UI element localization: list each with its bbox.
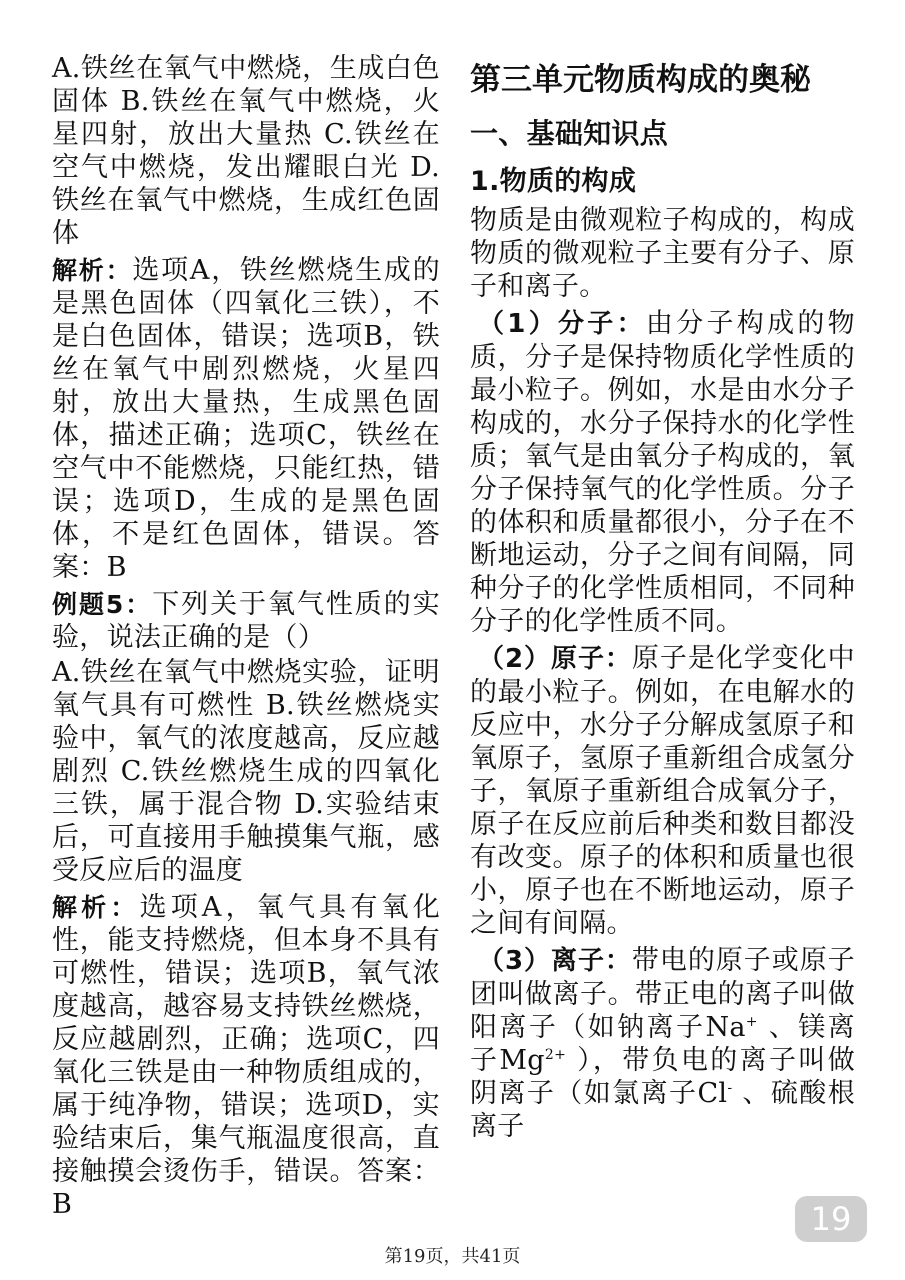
ion-text-4: 、硫酸根离子 xyxy=(470,1078,855,1142)
ion-sup-mg: 2+ xyxy=(544,1047,567,1063)
unit-title: 第三单元物质构成的奥秘 xyxy=(470,62,811,98)
question4-options: A.铁丝在氧气中燃烧，生成白色固体 B.铁丝在氧气中燃烧，火星四射，放出大量热 C.铁丝在空气中燃烧，发出耀眼白光 D.铁丝在氧气中燃烧，生成红色固体 xyxy=(52,53,440,249)
analysis-2 xyxy=(52,891,440,1221)
atom-label: （2）原子： xyxy=(478,644,632,674)
ion-text-1: 带电的原子或原子团叫做离子。带正电的离子叫做阳离子（如钠离子Na xyxy=(470,945,855,1043)
atom-text: 原子是化学变化中的最小粒子。例如，在电解水的反应中，水分子分解成氢原子和氧原子，氢原子重新组合成氢分子，氧原子重新组合成氧分子，原子在反应前后种类和数目都没有改变。原子的体积和质量也很小，原子也在不断地运动，原子之间有间隔。 xyxy=(470,643,855,939)
page-footer: 第19页，共41页 xyxy=(384,1246,521,1267)
ion-label: （3）离子： xyxy=(478,946,632,976)
ion-sup-cl: - xyxy=(727,1080,733,1096)
question5-options: A.铁丝在氧气中燃烧实验，证明氧气具有可燃性 B.铁丝燃烧实验中，氧气的浓度越高，反应越剧烈 C.铁丝燃烧生成的四氧化三铁，属于混合物 D.实验结束后，可直接用手触摸集气瓶，感受反应后的温度 xyxy=(52,657,440,886)
molecule-paragraph xyxy=(470,307,855,638)
molecule-text: 由分子构成的物质，分子是保持物质化学性质的最小粒子。例如，水是由水分子构成的，水分子保持水的化学性质；氧气是由氧分子构成的，氧分子保持氧气的化学性质。分子的体积和质量都很小，分子在不断地运动，分子之间有间隔，同种分子的化学性质相同，不同种分子的化学性质不同。 xyxy=(470,308,855,637)
page-number-badge: 19 xyxy=(795,1196,867,1242)
left-column xyxy=(52,52,440,1223)
ion-text-2: 、镁离子Mg xyxy=(470,1012,855,1076)
analysis-2-text: 选项A，氧气具有氧化性，能支持燃烧，但本身不具有可燃性，错误；选项B，氧气浓度越高，越容易支持铁丝燃烧，反应越剧烈，正确；选项C，四氧化三铁是由一种物质组成的，属于纯净物，错误；选项D，实验结束后，集气瓶温度很高，直接触摸会烫伤手，错误。答案：B xyxy=(52,892,441,1220)
example-5-text: 下列关于氧气性质的实验，说法正确的是（） xyxy=(52,589,440,653)
molecule-label: （1）分子： xyxy=(478,309,646,339)
ion-paragraph xyxy=(470,944,855,1143)
intro-paragraph: 物质是由微观粒子构成的，构成物质的微观粒子主要有分子、原子和离子。 xyxy=(470,205,855,302)
analysis-1 xyxy=(52,254,440,584)
example-5-label: 例题5： xyxy=(52,590,153,619)
right-column xyxy=(470,52,855,1145)
ion-text-3: ），带负电的离子叫做阴离子（如氯离子Cl xyxy=(470,1045,855,1109)
atom-paragraph xyxy=(470,642,855,940)
analysis-2-label: 解析： xyxy=(52,893,140,922)
ion-sup-na: + xyxy=(745,1014,758,1030)
analysis-1-text: 选项A，铁丝燃烧生成的是黑色固体（四氧化三铁），不是白色固体，错误；选项B，铁丝在氧气中剧烈燃烧，火星四射，放出大量热，生成黑色固体，描述正确；选项C，铁丝在空气中不能燃烧，只能红热，错误；选项D，生成的是黑色固体，不是红色固体，错误。答案：B xyxy=(52,255,440,583)
section-title: 一、基础知识点 xyxy=(470,117,669,150)
analysis-1-label: 解析： xyxy=(52,256,133,285)
subsection-title: 1.物质的构成 xyxy=(470,166,637,197)
example-5 xyxy=(52,588,440,654)
